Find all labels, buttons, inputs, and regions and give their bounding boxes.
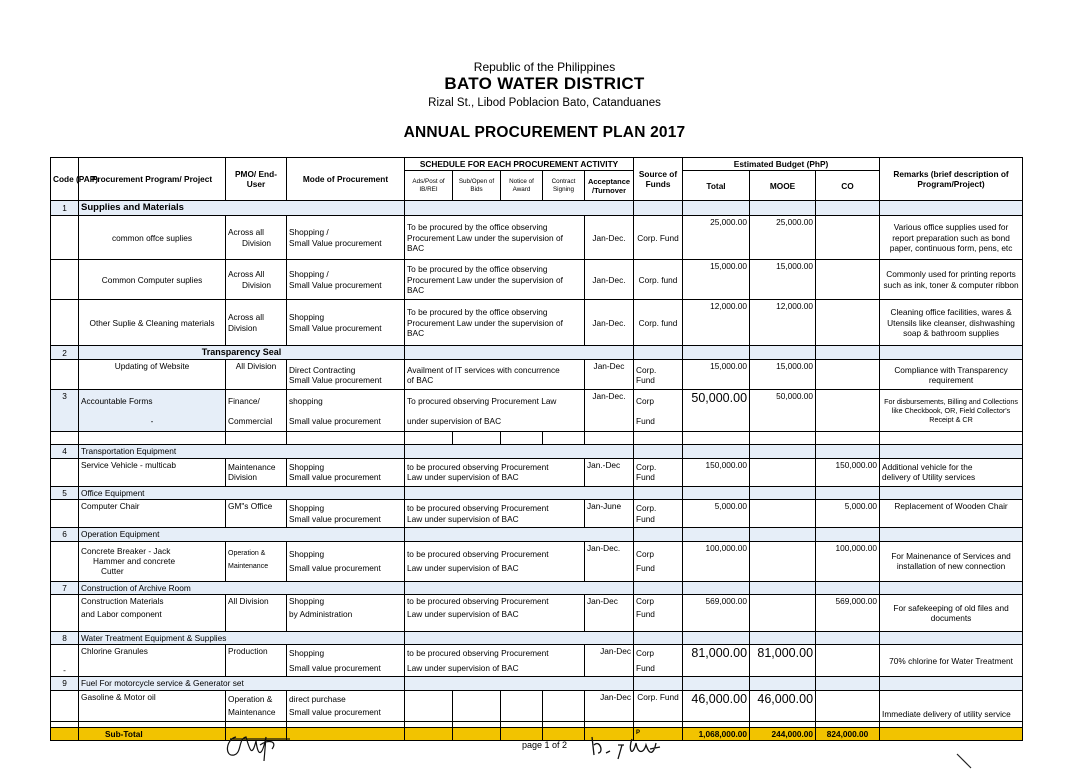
section-code: 2 (51, 346, 79, 360)
mooe-cell: 46,000.00 (750, 690, 816, 721)
source-cell: Corp Fund (634, 594, 683, 631)
mode-cell: Shopping Small value procurement (287, 645, 405, 677)
pmo-cell: Operation & Maintenance (226, 690, 287, 721)
col-contract: Contract Signing (543, 171, 585, 201)
section-row (51, 346, 1023, 360)
pmo-cell: Operation & Maintenance (226, 541, 287, 581)
subtotal-co: 824,000.00 (816, 727, 880, 740)
program-name: Gasoline & Motor oil (79, 690, 226, 721)
co-cell (816, 390, 880, 432)
col-acceptance: Acceptance /Turnover (585, 171, 634, 201)
acceptance-cell: Jan.-Dec (585, 458, 634, 486)
section-title: Transportation Equipment (79, 445, 405, 458)
source-cell: Corp. Fund (634, 690, 683, 721)
co-cell (816, 645, 880, 677)
co-cell (816, 216, 880, 260)
acceptance-cell: Jan-Dec. (585, 216, 634, 260)
mode-cell: Shopping / Small Value procurement (287, 260, 405, 300)
co-cell (816, 300, 880, 346)
table-row (51, 360, 1023, 390)
acceptance-cell: Jan-Dec (585, 594, 634, 631)
col-notice: Notice of Award (501, 171, 543, 201)
district-address: Rizal St., Libod Poblacion Bato, Catanduanes (428, 97, 661, 109)
pmo-cell: Across all Division (226, 300, 287, 346)
col-total: Total (683, 171, 750, 201)
section-title: Fuel For motorcycle service & Generator set (79, 677, 405, 690)
document-title: ANNUAL PROCUREMENT PLAN 2017 (403, 124, 686, 141)
mooe-cell (750, 541, 816, 581)
mooe-cell: 25,000.00 (750, 216, 816, 260)
remarks-cell: Compliance with Transparency requirement (880, 360, 1023, 390)
schedule-cell: to be procured observing Procurement Law under supervision of BAC (405, 645, 585, 677)
col-schedule: SCHEDULE FOR EACH PROCUREMENT ACTIVITY (405, 158, 634, 171)
table-row (51, 541, 1023, 581)
pmo-cell: Maintenance Division (226, 458, 287, 486)
col-source: Source of Funds (634, 158, 683, 201)
mode-cell: Shopping Small value procurement (287, 458, 405, 486)
remarks-cell: Replacement of Wooden Chair (880, 500, 1023, 528)
program-name: Accountable Forms - (79, 390, 226, 432)
schedule-cell: to be procured observing Procurement Law under supervision of BAC (405, 594, 585, 631)
section-title: Office Equipment (79, 486, 405, 499)
section-code: 5 (51, 486, 79, 499)
schedule-cell: to be procured observing Procurement Law under supervision of BAC (405, 541, 585, 581)
source-cell: Corp. fund (634, 260, 683, 300)
source-cell: Corp. Fund (634, 360, 683, 390)
section-row (51, 631, 1023, 644)
district-name: BATO WATER DISTRICT (444, 74, 645, 93)
co-cell (816, 360, 880, 390)
remarks-cell: Commonly used for printing reports such as ink, toner & computer ribbon (880, 260, 1023, 300)
schedule-cell: To be procured by the office observing Procurement Law under the supervision of BAC (405, 216, 585, 260)
table-row (51, 645, 1023, 677)
total-cell: 569,000.00 (683, 594, 750, 631)
procurement-plan-table (50, 157, 1023, 741)
mode-cell: direct purchase Small value procurement (287, 690, 405, 721)
col-co: CO (816, 171, 880, 201)
col-pmo: PMO/ End-User (226, 158, 287, 201)
table-row (51, 300, 1023, 346)
acceptance-cell: Jan-Dec (585, 360, 634, 390)
section-code: 6 (51, 528, 79, 541)
section-code: 3 (51, 390, 79, 432)
co-cell: 150,000.00 (816, 458, 880, 486)
section-row (51, 581, 1023, 594)
section-code: 8 (51, 631, 79, 644)
source-cell: Corp. Fund (634, 216, 683, 260)
pmo-cell: Finance/ Commercial (226, 390, 287, 432)
pmo-cell: Production (226, 645, 287, 677)
schedule-cell: to be procured observing Procurement Law under supervision of BAC (405, 458, 585, 486)
col-budget: Estimated Budget (PhP) (683, 158, 880, 171)
schedule-cell: To procured observing Procurement Law under supervision of BAC (405, 390, 585, 432)
table-row (51, 458, 1023, 486)
remarks-cell: For disbursements, Billing and Collections like Checkbook, OR, Field Collector's Receipt & CR (880, 390, 1023, 432)
acceptance-cell: Jan-June (585, 500, 634, 528)
mode-cell: shopping Small value procurement (287, 390, 405, 432)
schedule-cell: to be procured observing Procurement Law under supervision of BAC (405, 500, 585, 528)
section-title: Construction of Archive Room (79, 581, 405, 594)
schedule-cell: To be procured by the office observing Procurement Law under the supervision of BAC (405, 300, 585, 346)
page-number: page 1 of 2 (521, 740, 568, 750)
section-title: Transparency Seal (79, 346, 405, 360)
header-row (51, 158, 1023, 171)
initials-mark (588, 733, 668, 763)
mode-cell: Shopping by Administration (287, 594, 405, 631)
table-row (51, 594, 1023, 631)
remarks-cell: Various office supplies used for report preparation such as bond paper, continuous form, pens, etc (880, 216, 1023, 260)
section-row (51, 445, 1023, 458)
remarks-cell: Additional vehicle for the delivery of Utility services (880, 458, 1023, 486)
section-row (51, 677, 1023, 690)
source-cell: Corp Fund (634, 541, 683, 581)
table-row (51, 500, 1023, 528)
col-program: Procurement Program/ Project (79, 158, 226, 201)
co-cell (816, 260, 880, 300)
program-name: Computer Chair (79, 500, 226, 528)
spacer-row (51, 432, 1023, 445)
mooe-cell (750, 594, 816, 631)
total-cell: 15,000.00 (683, 360, 750, 390)
acceptance-cell: Jan-Dec. (585, 390, 634, 432)
program-name: Service Vehicle - multicab (79, 458, 226, 486)
source-cell: Corp Fund (634, 645, 683, 677)
total-cell: 46,000.00 (683, 690, 750, 721)
co-cell: 569,000.00 (816, 594, 880, 631)
section-row (51, 201, 1023, 216)
pmo-cell: All Division (226, 360, 287, 390)
section-code: 7 (51, 581, 79, 594)
section-code: 4 (51, 445, 79, 458)
remarks-cell: Immediate delivery of utility service (880, 690, 1023, 721)
source-cell: Corp. Fund (634, 500, 683, 528)
mooe-cell (750, 458, 816, 486)
total-cell: 150,000.00 (683, 458, 750, 486)
col-mooe: MOOE (750, 171, 816, 201)
acceptance-cell: Jan-Dec. (585, 260, 634, 300)
corner-mark (955, 752, 975, 770)
mooe-cell: 12,000.00 (750, 300, 816, 346)
section-code: 1 (51, 201, 79, 216)
total-cell: 50,000.00 (683, 390, 750, 432)
source-cell: Corp. Fund (634, 458, 683, 486)
subtotal-mooe: 244,000.00 (750, 727, 816, 740)
total-cell: 25,000.00 (683, 216, 750, 260)
pmo-cell: Across all Division (226, 216, 287, 260)
section-title: Water Treatment Equipment & Supplies (79, 631, 405, 644)
total-cell: 15,000.00 (683, 260, 750, 300)
acceptance-cell: Jan-Dec. (585, 300, 634, 346)
remarks-cell: 70% chlorine for Water Treatment (880, 645, 1023, 677)
section-row (51, 528, 1023, 541)
total-cell: 81,000.00 (683, 645, 750, 677)
total-cell: 12,000.00 (683, 300, 750, 346)
signature-mark (222, 727, 292, 763)
mode-cell: Shopping Small value procurement (287, 500, 405, 528)
co-cell (816, 690, 880, 721)
acceptance-cell: Jan-Dec (585, 645, 634, 677)
remarks-cell: For safekeeping of old files and documents (880, 594, 1023, 631)
subtotal-row (51, 727, 1023, 740)
mode-cell: Direct Contracting Small Value procurement (287, 360, 405, 390)
mooe-cell: 81,000.00 (750, 645, 816, 677)
program-name: Other Suplie & Cleaning materials (79, 300, 226, 346)
program-name: Updating of Website (79, 360, 226, 390)
col-mode: Mode of Procurement (287, 158, 405, 201)
mooe-cell: 15,000.00 (750, 360, 816, 390)
pmo-cell: Across All Division (226, 260, 287, 300)
table-row (51, 216, 1023, 260)
schedule-cell: Availment of IT services with concurrence of BAC (405, 360, 585, 390)
mode-cell: Shopping Small Value procurement (287, 300, 405, 346)
col-remarks: Remarks (brief description of Program/Project) (880, 158, 1023, 201)
row-marker: - (51, 645, 79, 677)
republic-label: Republic of the Philippines (473, 60, 616, 74)
schedule-cell: To be procured by the office observing Procurement Law under the supervision of BAC (405, 260, 585, 300)
col-ads: Ads/Post of IB/REI (405, 171, 453, 201)
section-title: Supplies and Materials (79, 201, 405, 216)
table-row (51, 390, 1023, 432)
program-name: common offce suplies (79, 216, 226, 260)
source-cell: Corp. fund (634, 300, 683, 346)
pmo-cell: GM"s Office (226, 500, 287, 528)
section-title: Operation Equipment (79, 528, 405, 541)
co-cell: 5,000.00 (816, 500, 880, 528)
program-name: Chlorine Granules (79, 645, 226, 677)
table-row (51, 260, 1023, 300)
mooe-cell (750, 500, 816, 528)
mooe-cell: 15,000.00 (750, 260, 816, 300)
mode-cell: Shopping / Small Value procurement (287, 216, 405, 260)
mooe-cell: 50,000.00 (750, 390, 816, 432)
col-sub: Sub/Open of Bids (453, 171, 501, 201)
co-cell: 100,000.00 (816, 541, 880, 581)
acceptance-cell: Jan-Dec (585, 690, 634, 721)
section-row (51, 486, 1023, 499)
program-name: Common Computer suplies (79, 260, 226, 300)
mode-cell: Shopping Small value procurement (287, 541, 405, 581)
program-name: Construction Materials and Labor component (79, 594, 226, 631)
remarks-cell: For Mainenance of Services and installation of new connection (880, 541, 1023, 581)
pmo-cell: All Division (226, 594, 287, 631)
subtotal-label: Sub-Total (79, 727, 226, 740)
source-cell: Corp Fund (634, 390, 683, 432)
table-row (51, 690, 1023, 721)
acceptance-cell: Jan-Dec. (585, 541, 634, 581)
program-name: Concrete Breaker - Jack Hammer and concrete Cutter (79, 541, 226, 581)
total-cell: 100,000.00 (683, 541, 750, 581)
total-cell: 5,000.00 (683, 500, 750, 528)
col-code: Code (PAP) (51, 158, 79, 201)
remarks-cell: Cleaning office facilities, wares & Utensils like cleanser, dishwashing soap & bathroom supplies (880, 300, 1023, 346)
section-code: 9 (51, 677, 79, 690)
subtotal-total: 1,068,000.00 (683, 727, 750, 740)
peso-sign: P (634, 727, 683, 740)
